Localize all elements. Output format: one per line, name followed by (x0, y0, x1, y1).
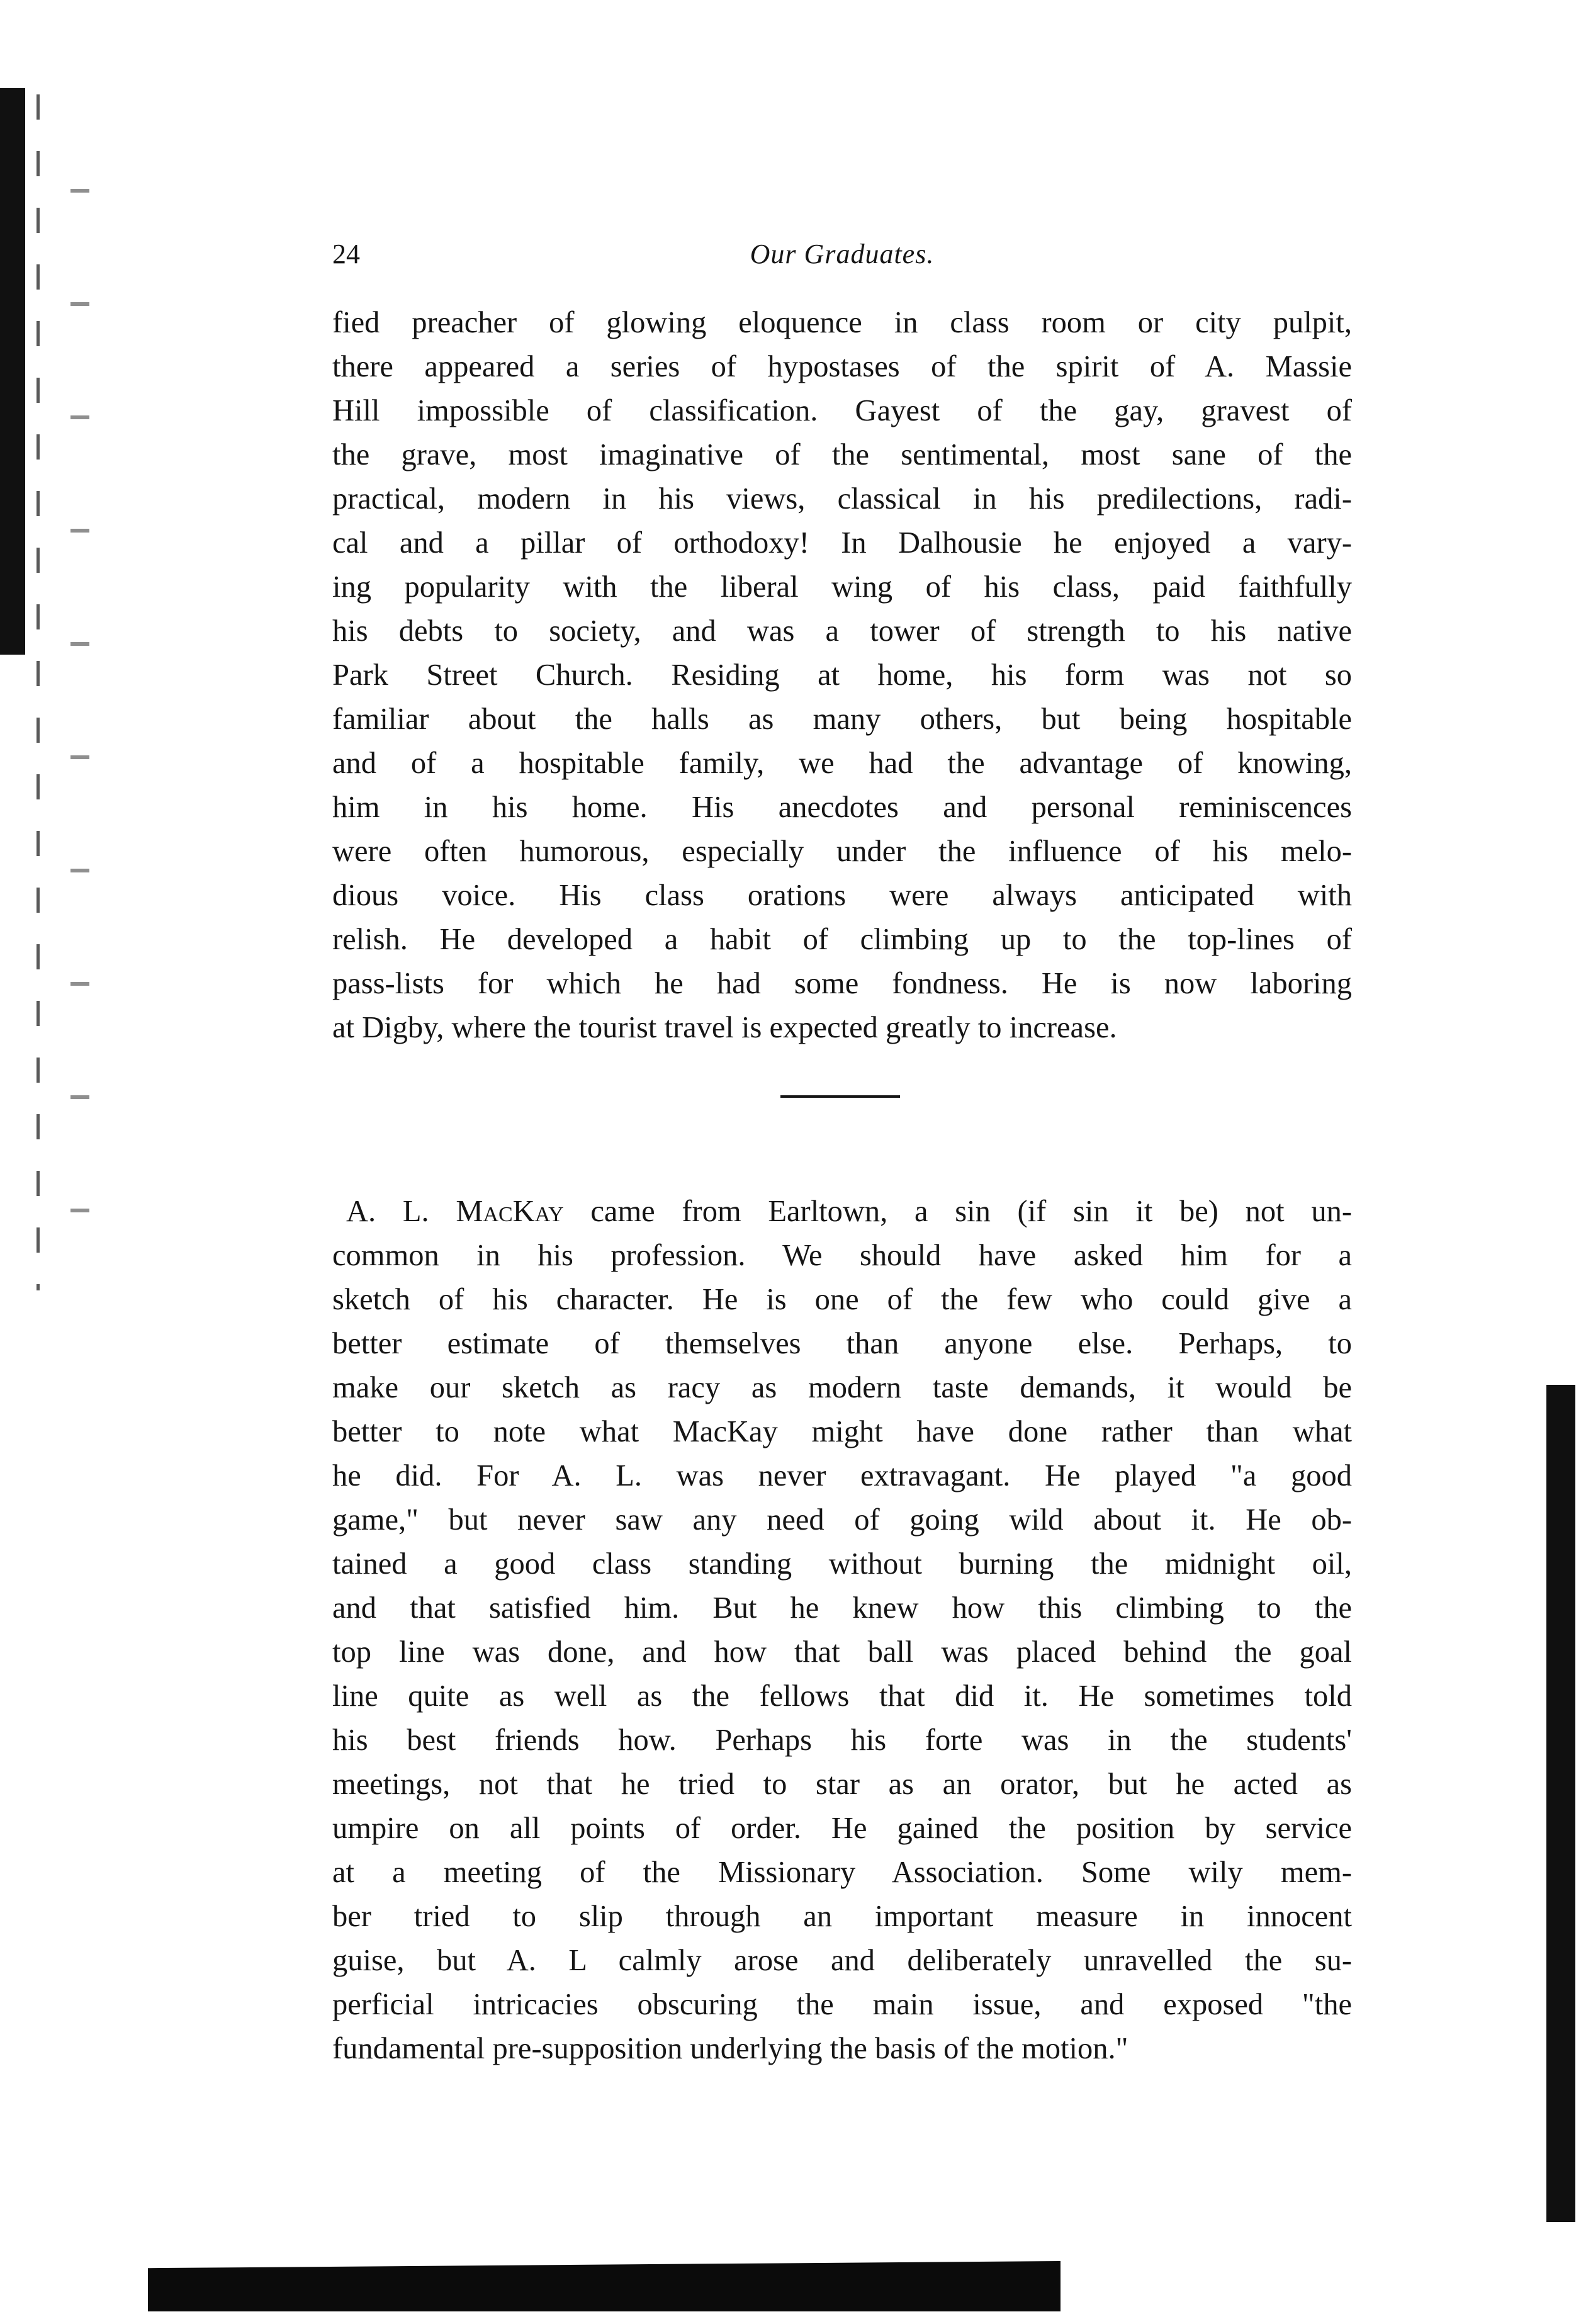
text-line: and that satisfied him. But he knew how this climbing to the (332, 1591, 1352, 1625)
text-line-first (332, 1190, 1352, 1234)
text-line: there appeared a series of hypostases of the spirit of A. Massie (332, 350, 1352, 383)
text-line: tained a good class standing without burning the midnight oil, (332, 1547, 1352, 1581)
text-line: practical, modern in his views, classical in his predilections, radi- (332, 482, 1352, 516)
text-line: him in his home. His anecdotes and personal reminiscences (332, 791, 1352, 824)
text-line: fied preacher of glowing eloquence in class room or city pulpit, (332, 306, 1352, 339)
paragraph-mackay (332, 1190, 1352, 2071)
text-line: were often humorous, especially under the influence of his melo- (332, 835, 1352, 868)
text-line: cal and a pillar of orthodoxy! In Dalhousie he enjoyed a vary- (332, 526, 1352, 560)
text-line: guise, but A. L calmly arose and deliberately unravelled the su- (332, 1944, 1352, 1977)
text-line: fundamental pre-supposition underlying the basis of the motion." (332, 2032, 1128, 2065)
text-line: the grave, most imaginative of the sentimental, most sane of the (332, 438, 1352, 471)
page-number: 24 (332, 239, 360, 269)
text-line: meetings, not that he tried to star as an orator, but he acted as (332, 1768, 1352, 1801)
text-line: dious voice. His class orations were always anticipated with (332, 879, 1352, 912)
text-line: line quite as well as the fellows that did it. He sometimes told (332, 1679, 1352, 1713)
running-head (332, 238, 1352, 276)
text-line: better to note what MacKay might have done rather than what (332, 1415, 1352, 1448)
paragraph-hill (332, 301, 1352, 1050)
scan-edge-shadow-right (1546, 1385, 1575, 2222)
text-line: umpire on all points of order. He gained the position by service (332, 1812, 1352, 1845)
text-line: he did. For A. L. was never extravagant. He played "a good (332, 1459, 1352, 1492)
text-line: Park Street Church. Residing at home, his form was not so (332, 658, 1352, 692)
text-line: sketch of his character. He is one of the few who could give a (332, 1283, 1352, 1316)
text-line: game," but never saw any need of going wild about it. He ob- (332, 1503, 1352, 1537)
text-line: ber tried to slip through an important measure in innocent (332, 1900, 1352, 1933)
section-divider (780, 1095, 900, 1098)
text-line: and of a hospitable family, we had the advantage of knowing, (332, 747, 1352, 780)
person-name: A. L. MacKay (346, 1195, 564, 1228)
text-line: perficial intricacies obscuring the main issue, and exposed "the (332, 1988, 1352, 2021)
text-line: relish. He developed a habit of climbing up to the top-lines of (332, 923, 1352, 956)
text-line: at a meeting of the Missionary Association. Some wily mem- (332, 1856, 1352, 1889)
text-line: better estimate of themselves than anyone else. Perhaps, to (332, 1327, 1352, 1360)
text-line: his debts to society, and was a tower of strength to his native (332, 614, 1352, 648)
text-line: common in his profession. We should have asked him for a (332, 1239, 1352, 1272)
text-line: pass-lists for which he had some fondness. He is now laboring (332, 967, 1352, 1000)
scan-speckle-margin (70, 189, 89, 1322)
text-fragment: came from Earltown, a sin (if sin it be) not un- (563, 1195, 1352, 1228)
running-title: Our Graduates. (750, 239, 935, 269)
text-line: his best friends how. Perhaps his forte was in the students' (332, 1723, 1352, 1757)
text-line: Hill impossible of classification. Gayest of the gay, gravest of (332, 394, 1352, 427)
scan-edge-mark-left (37, 94, 40, 1290)
text-line: top line was done, and how that ball was placed behind the goal (332, 1635, 1352, 1669)
text-line: make our sketch as racy as modern taste demands, it would be (332, 1371, 1352, 1404)
scan-edge-shadow-left (0, 88, 25, 655)
text-line: at Digby, where the tourist travel is expected greatly to increase. (332, 1011, 1117, 1044)
scan-edge-shadow-bottom (148, 2261, 1061, 2311)
text-line: familiar about the halls as many others, but being hospitable (332, 702, 1352, 736)
text-line: ing popularity with the liberal wing of his class, paid faithfully (332, 570, 1352, 604)
